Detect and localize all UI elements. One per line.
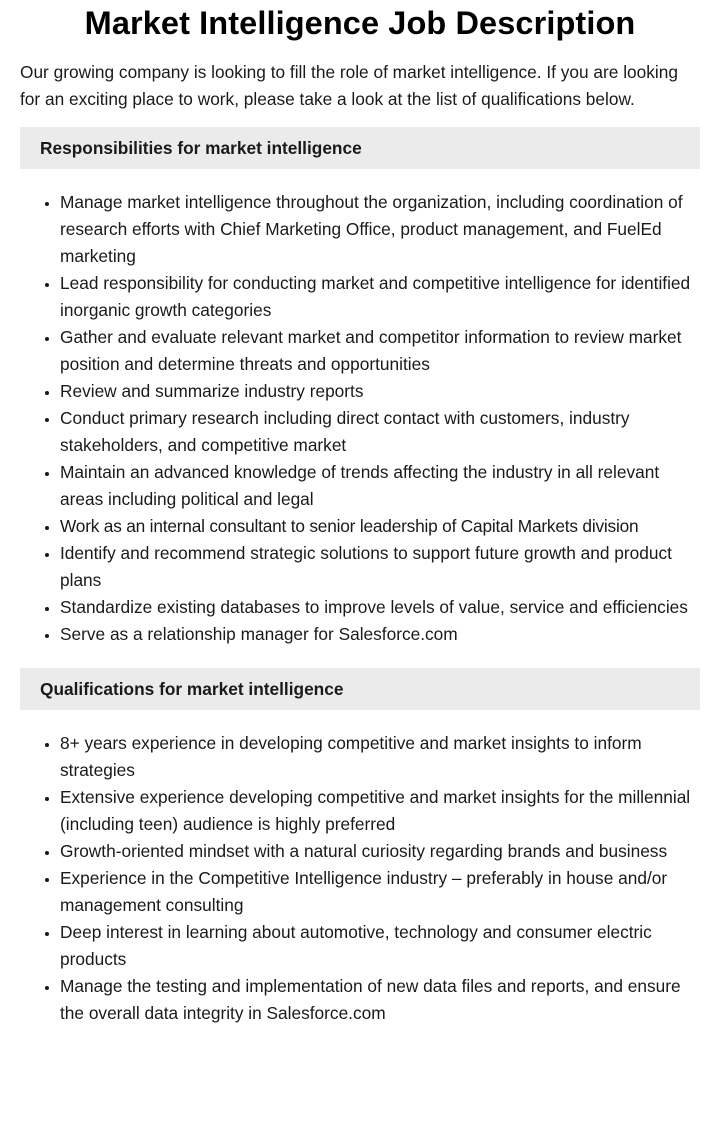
list-item: • Standardize existing databases to improve levels of value, service and efficiencies: [60, 594, 700, 621]
page-title: Market Intelligence Job Description: [84, 5, 636, 41]
responsibilities-heading: Responsibilities for market intelligence: [20, 127, 700, 169]
list-item: • 8+ years experience in developing competitive and market insights to inform strategies: [60, 730, 700, 784]
list-item: • Experience in the Competitive Intelligence industry – preferably in house and/or management consulting: [60, 865, 700, 919]
list-item: • Review and summarize industry reports: [60, 378, 700, 405]
list-item: • Manage the testing and implementation of new data files and reports, and ensure the overall data integrity in Salesforce.com: [60, 973, 700, 1027]
qualifications-list: [20, 730, 700, 1027]
list-item: • Identify and recommend strategic solutions to support future growth and product plans: [60, 540, 700, 594]
list-item: • Serve as a relationship manager for Salesforce.com: [60, 621, 700, 648]
intro-paragraph: Our growing company is looking to fill the role of market intelligence. If you are looking for an exciting place to work, please take a look at the list of qualifications below.: [20, 62, 678, 109]
list-item: • Maintain an advanced knowledge of trends affecting the industry in all relevant areas including political and legal: [60, 459, 700, 513]
list-item: • Deep interest in learning about automotive, technology and consumer electric products: [60, 919, 700, 973]
list-item: • Growth-oriented mindset with a natural curiosity regarding brands and business: [60, 838, 700, 865]
list-item: • Conduct primary research including direct contact with customers, industry stakeholders, and competitive market: [60, 405, 700, 459]
list-item: • Work as an internal consultant to senior leadership of Capital Markets division: [60, 513, 700, 540]
list-item: • Gather and evaluate relevant market and competitor information to review market position and determine threats and opportunities: [60, 324, 700, 378]
qualifications-heading: Qualifications for market intelligence: [20, 668, 700, 710]
list-item: • Extensive experience developing competitive and market insights for the millennial (including teen) audience is highly preferred: [60, 784, 700, 838]
list-item: • Lead responsibility for conducting market and competitive intelligence for identified inorganic growth categories: [60, 270, 700, 324]
list-item: • Manage market intelligence throughout the organization, including coordination of research efforts with Chief Marketing Office, product management, and FuelEd marketing: [60, 189, 700, 270]
responsibilities-list: [20, 189, 700, 648]
